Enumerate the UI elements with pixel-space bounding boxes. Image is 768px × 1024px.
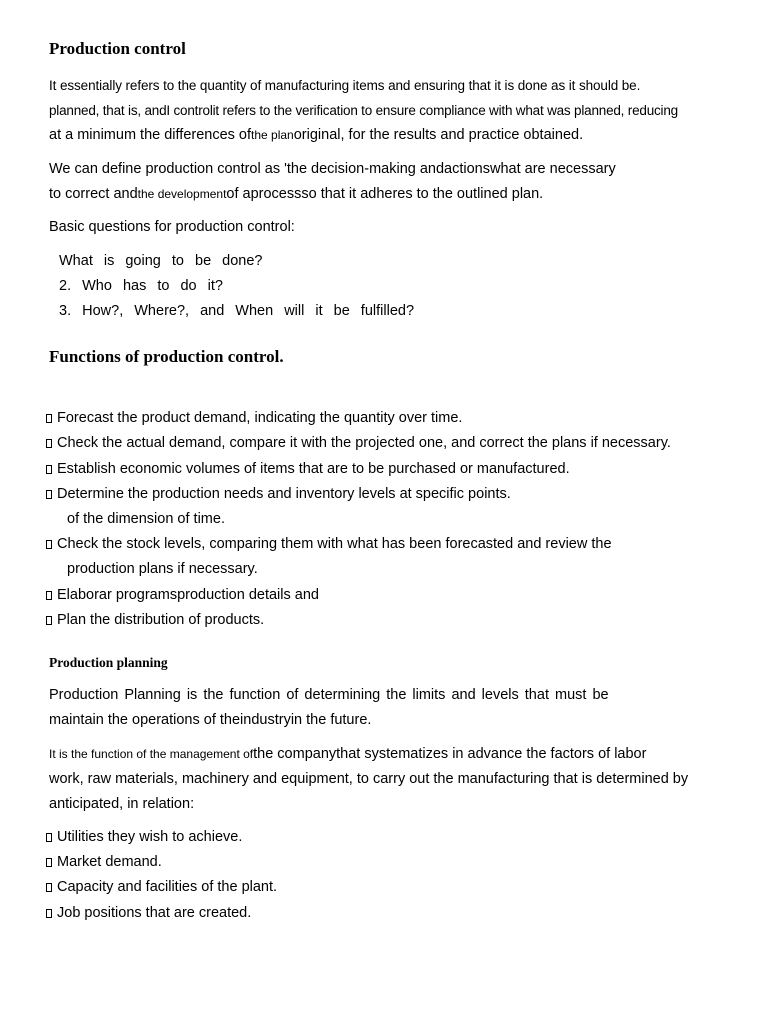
- bullet-continuation: production plans if necessary.: [67, 561, 258, 577]
- text-run: to correct and: [49, 186, 138, 202]
- bullet-box-icon: [46, 490, 52, 499]
- paragraph-line: work, raw materials, machinery and equipment, to carry out the manufacturing that is determined by: [49, 771, 689, 787]
- bullet-item: [46, 608, 264, 633]
- bullet-item: [46, 583, 319, 608]
- bullet-text: Check the actual demand, compare it with the projected one, and correct the plans if necessary.: [57, 435, 671, 451]
- text-run: the development: [137, 187, 227, 201]
- paragraph-line: It essentially refers to the quantity of manufacturing items and ensuring that it is done as it should be.: [49, 78, 641, 93]
- question-item: 2. Who has to do it?: [59, 278, 223, 294]
- bullet-item: [46, 431, 671, 456]
- bullet-box-icon: [46, 833, 52, 842]
- paragraph-line: [49, 182, 744, 207]
- bullet-item: [46, 825, 242, 850]
- question-item: What is going to be done?: [59, 253, 263, 269]
- paragraph-line: [49, 742, 744, 767]
- bullet-text: Check the stock levels, comparing them with what has been forecasted and review the: [57, 536, 612, 552]
- paragraph-line: We can define production control as 'the decision-making andactionswhat are necessary: [49, 161, 616, 177]
- paragraph-control-definition: [49, 157, 744, 207]
- bullet-text: Forecast the product demand, indicating the quantity over time.: [57, 410, 463, 426]
- paragraph-line: anticipated, in relation:: [49, 796, 195, 812]
- paragraph-definition: [49, 73, 744, 148]
- bullet-box-icon: [46, 909, 52, 918]
- bullet-text: Determine the production needs and inventory levels at specific points.: [57, 486, 511, 502]
- paragraph-line: maintain the operations of theindustryin the future.: [49, 712, 372, 728]
- bullet-box-icon: [46, 465, 52, 474]
- bullet-continuation: of the dimension of time.: [67, 511, 225, 527]
- text-run: original, for the results and practice obtained.: [293, 127, 584, 143]
- paragraph-planning-definition: [49, 683, 744, 733]
- paragraph-line: planned, that is, andI controlit refers to the verification to ensure compliance with what was planned, reducing: [49, 103, 678, 118]
- text-run: at a minimum the differences of: [49, 127, 252, 143]
- section-title-production-planning: Production planning: [49, 655, 168, 670]
- bullet-item: [46, 482, 511, 527]
- bullet-text: Capacity and facilities of the plant.: [57, 879, 278, 895]
- text-run: It is the function of the management of: [49, 747, 254, 761]
- bullet-text: Utilities they wish to achieve.: [57, 829, 243, 845]
- bullet-item: [46, 850, 162, 875]
- bullet-item: [46, 901, 251, 926]
- bullet-box-icon: [46, 439, 52, 448]
- question-item: 3. How?, Where?, and When will it be fulfilled?: [59, 303, 415, 319]
- bullet-text: Plan the distribution of products.: [57, 612, 265, 628]
- bullet-box-icon: [46, 414, 52, 423]
- bullet-box-icon: [46, 616, 52, 625]
- bullet-item: [46, 406, 462, 431]
- text-run: of aprocessso that it adheres to the outlined plan.: [226, 186, 544, 202]
- text-run: the companythat systematizes in advance the factors of labor: [253, 746, 647, 762]
- questions-intro: Basic questions for production control:: [49, 219, 295, 235]
- paragraph-planning-function: [49, 742, 744, 817]
- bullet-text: Job positions that are created.: [57, 905, 252, 921]
- bullet-item: [46, 875, 277, 900]
- bullet-text: Elaborar programsproduction details and: [57, 587, 319, 603]
- bullet-box-icon: [46, 883, 52, 892]
- bullet-box-icon: [46, 591, 52, 600]
- section-title-production-control: Production control: [49, 39, 186, 58]
- bullet-box-icon: [46, 540, 52, 549]
- bullet-item: [46, 532, 612, 577]
- bullet-text: Market demand.: [57, 854, 162, 870]
- section-title-functions: Functions of production control.: [49, 347, 284, 366]
- bullet-item: [46, 457, 570, 482]
- bullet-text: Establish economic volumes of items that are to be purchased or manufactured.: [57, 461, 570, 477]
- bullet-box-icon: [46, 858, 52, 867]
- text-run: the plan: [251, 128, 294, 142]
- paragraph-line: [49, 123, 744, 148]
- paragraph-line: Production Planning is the function of determining the limits and levels that must be: [49, 687, 609, 703]
